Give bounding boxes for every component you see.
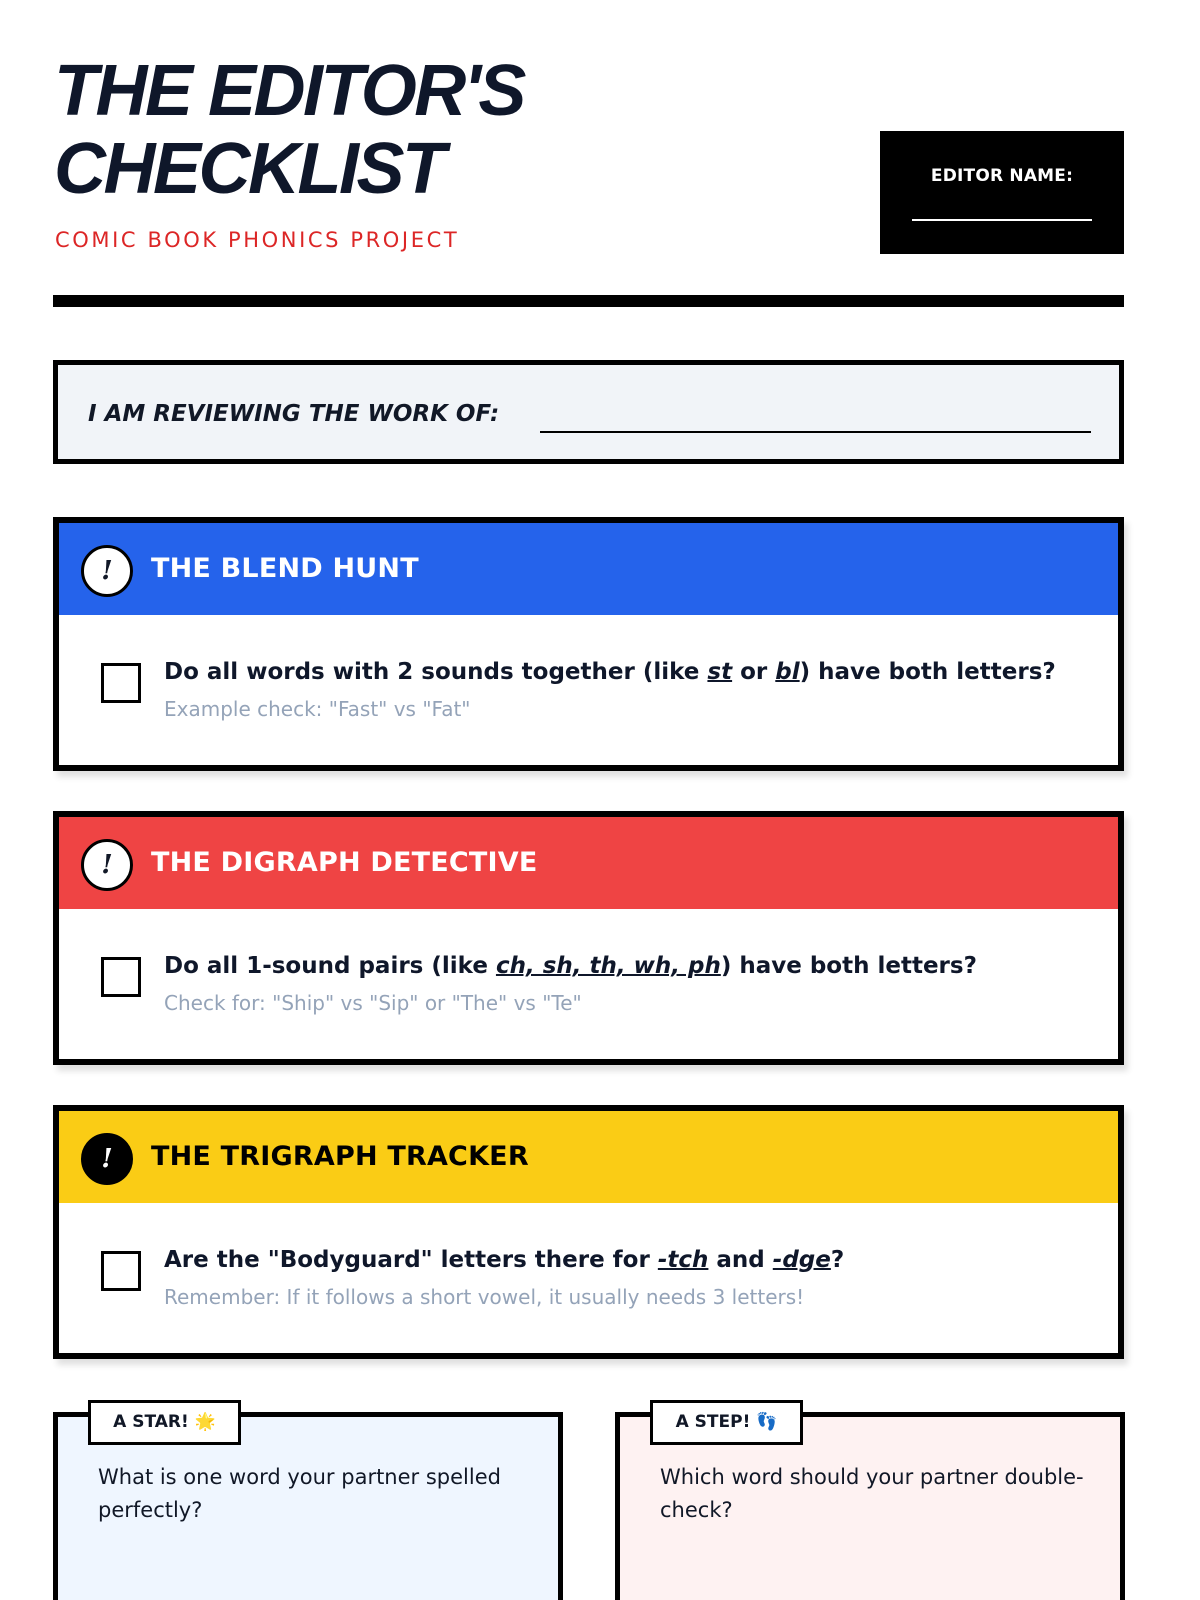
footprints-icon: 👣 xyxy=(756,1412,778,1432)
section-title: THE TRIGRAPH TRACKER xyxy=(151,1141,529,1172)
title-line-2: CHECKLIST xyxy=(54,129,444,209)
star-tag xyxy=(88,1400,241,1445)
hint-text: Check for: "Ship" vs "Sip" or "The" vs "Te" xyxy=(164,991,582,1015)
question-text xyxy=(164,953,1088,979)
step-tag xyxy=(650,1400,803,1445)
section-digraph-detective xyxy=(53,811,1124,1065)
checkbox[interactable] xyxy=(101,957,141,997)
exclamation-icon: ! xyxy=(81,839,133,891)
review-label: I AM REVIEWING THE WORK OF: xyxy=(88,401,500,427)
example-letters: ch, sh, th, wh, ph xyxy=(495,953,721,979)
section-header xyxy=(59,523,1118,615)
header-divider xyxy=(53,295,1124,307)
question-part: or xyxy=(732,659,776,685)
section-header xyxy=(59,817,1118,909)
review-box xyxy=(53,360,1124,464)
exclamation-icon: ! xyxy=(81,1133,133,1185)
star-icon: 🌟 xyxy=(194,1412,216,1432)
editor-name-field[interactable] xyxy=(912,219,1092,221)
checkbox[interactable] xyxy=(101,663,141,703)
question-text xyxy=(164,1247,1088,1273)
page-title xyxy=(54,52,524,208)
question-part: ) have both letters? xyxy=(799,659,1056,685)
question-part: Do all words with 2 sounds together (like xyxy=(164,659,708,685)
step-question: Which word should your partner double-check? xyxy=(660,1465,1084,1522)
editor-name-box xyxy=(880,131,1124,254)
hint-text: Example check: "Fast" vs "Fat" xyxy=(164,697,471,721)
question-part: and xyxy=(708,1247,773,1273)
question-part: ) have both letters? xyxy=(720,953,977,979)
review-name-field[interactable] xyxy=(540,431,1091,433)
example-letters: bl xyxy=(775,659,800,685)
star-card xyxy=(53,1412,563,1600)
section-header xyxy=(59,1111,1118,1203)
step-tag-label: A STEP! xyxy=(675,1412,751,1432)
example-letters: -tch xyxy=(657,1247,709,1273)
section-blend-hunt xyxy=(53,517,1124,771)
example-letters: st xyxy=(707,659,733,685)
question-text xyxy=(164,659,1088,685)
exclamation-icon: ! xyxy=(81,545,133,597)
hint-text: Remember: If it follows a short vowel, it usually needs 3 letters! xyxy=(164,1285,805,1309)
section-title: THE BLEND HUNT xyxy=(151,553,419,584)
question-part: Are the "Bodyguard" letters there for xyxy=(164,1247,658,1273)
star-tag-label: A STAR! xyxy=(113,1412,189,1432)
editor-name-label: EDITOR NAME: xyxy=(930,166,1074,186)
question-part: Do all 1-sound pairs (like xyxy=(164,953,496,979)
checkbox[interactable] xyxy=(101,1251,141,1291)
section-title: THE DIGRAPH DETECTIVE xyxy=(151,847,538,878)
page-subtitle: COMIC BOOK PHONICS PROJECT xyxy=(55,228,460,252)
question-part: ? xyxy=(830,1247,845,1273)
star-question: What is one word your partner spelled perfectly? xyxy=(98,1465,501,1522)
section-trigraph-tracker xyxy=(53,1105,1124,1359)
step-card xyxy=(615,1412,1125,1600)
example-letters: -dge xyxy=(772,1247,831,1273)
title-line-1: THE EDITOR'S xyxy=(54,51,524,131)
